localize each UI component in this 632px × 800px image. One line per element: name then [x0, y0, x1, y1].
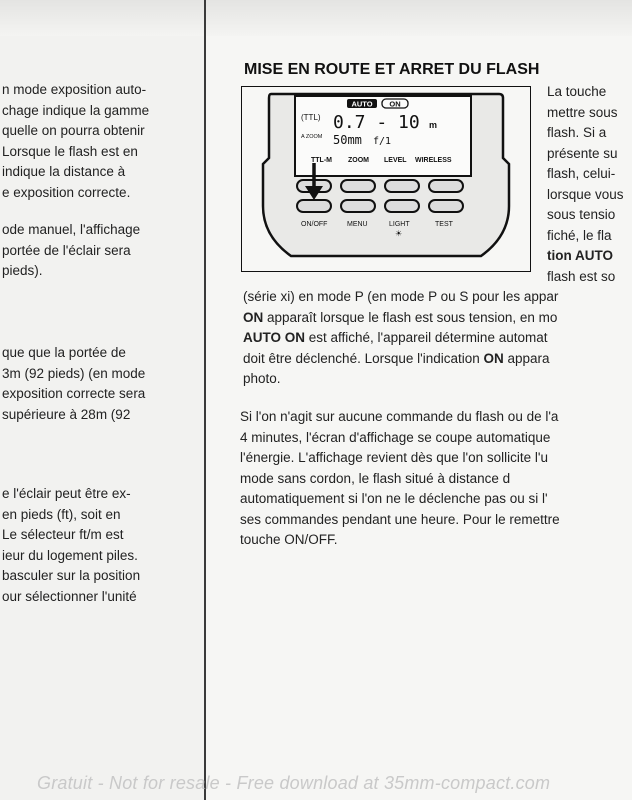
left-paragraph-2	[2, 220, 140, 282]
text-line: ode manuel, l'affichage	[2, 222, 141, 237]
text-line: Le sélecteur ft/m est	[2, 527, 124, 542]
label-ttl-m: TTL-M	[311, 157, 332, 164]
page-gutter	[204, 0, 206, 800]
text-line: ON apparaît lorsque le flash est sous tension, en mo	[243, 309, 558, 325]
button-light	[385, 200, 419, 212]
on-badge: ON	[389, 99, 401, 109]
text-line: indique la distance à	[2, 164, 126, 179]
side-text	[547, 82, 624, 287]
label-test: TEST	[435, 221, 453, 228]
left-paragraph-3	[2, 343, 145, 425]
text-line: sous tensio	[547, 207, 616, 222]
text-line: e l'éclair peut être ex-	[2, 486, 131, 501]
text-line: tion AUTO	[547, 248, 613, 263]
distance-unit: m	[429, 120, 438, 130]
watermark: Gratuit - Not for resale - Free download at 35mm-compact.com	[37, 773, 551, 793]
text-line: pieds).	[2, 263, 43, 278]
text-line: lorsque vous	[547, 186, 624, 202]
label-level: LEVEL	[384, 157, 407, 164]
text-line: mode sans cordon, le flash situé à distance d	[240, 470, 511, 486]
text-line: présente su	[547, 145, 618, 161]
text-line: ses commandes pendant une heure. Pour le remettre	[240, 511, 560, 527]
ttl-label: (TTL)	[301, 113, 321, 122]
text-line: flash, celui-	[547, 166, 616, 181]
text-line: flash. Si a	[547, 125, 607, 140]
text-line: ieur du logement piles.	[2, 547, 138, 563]
zoom-value: 50mm	[333, 133, 362, 147]
text-line: n mode exposition auto-	[2, 82, 147, 97]
page-top-shadow	[0, 0, 632, 36]
text-line: que que la portée de	[2, 345, 126, 360]
left-paragraph-1	[2, 80, 149, 203]
text-line: fiché, le fla	[547, 227, 612, 243]
text-line: AUTO ON est affiché, l'appareil détermine automat	[243, 330, 548, 345]
text-line: l'énergie. L'affichage revient dès que l'on sollicite l'u	[240, 450, 549, 465]
light-icon: ☀	[395, 229, 403, 238]
left-page	[0, 0, 205, 800]
text-line: doit être déclenché. Lorsque l'indication ON appara	[243, 350, 550, 366]
text-line: our sélectionner l'unité	[2, 588, 137, 604]
text-line: automatiquement si l'on ne le déclenche pas ou si l'	[240, 491, 548, 506]
distance-readout: 0.7 - 10	[333, 112, 420, 133]
button-on-off	[297, 200, 331, 212]
zoom-mode-label: A ZOOM	[301, 134, 323, 140]
aperture-value: f/1	[373, 136, 392, 147]
label-menu: MENU	[347, 221, 368, 228]
text-line: portée de l'éclair sera	[2, 242, 131, 258]
button-test	[429, 200, 463, 212]
text-line: basculer sur la position	[2, 568, 141, 583]
left-paragraph-4	[2, 484, 140, 607]
text-line: Si l'on n'agit sur aucune commande du flash ou de l'a	[240, 409, 559, 424]
page-title: MISE EN ROUTE ET ARRET DU FLASH	[244, 61, 540, 78]
text-line: Lorsque le flash est en	[2, 143, 138, 159]
label-light: LIGHT	[389, 221, 410, 228]
text-line: La touche	[547, 84, 607, 99]
text-line: 4 minutes, l'écran d'affichage se coupe automatique	[240, 429, 551, 445]
label-on-off: ON/OFF	[301, 221, 328, 228]
right-paragraph-main	[243, 287, 558, 390]
text-line: chage indique la gamme	[2, 102, 150, 118]
text-line: e exposition correcte.	[2, 184, 131, 200]
text-line: touche ON/OFF.	[240, 532, 338, 547]
text-line: flash est so	[547, 268, 616, 284]
text-line: (série xi) en mode P (en mode P ou S pour les appar	[243, 289, 559, 304]
text-line: photo.	[243, 371, 281, 386]
text-line: supérieure à 28m (92	[2, 406, 131, 422]
flash-panel-illustration	[241, 86, 531, 272]
text-line: 3m (92 pieds) (en mode	[2, 365, 146, 381]
button-wireless	[429, 180, 463, 192]
label-zoom: ZOOM	[348, 157, 369, 164]
label-wireless: WIRELESS	[415, 157, 452, 164]
text-line: quelle on pourra obtenir	[2, 123, 145, 138]
text-line: exposition correcte sera	[2, 386, 146, 401]
button-menu	[341, 200, 375, 212]
button-zoom	[341, 180, 375, 192]
text-line: en pieds (ft), soit en	[2, 506, 121, 522]
button-level	[385, 180, 419, 192]
right-paragraph-auto-off	[240, 407, 560, 551]
auto-badge: AUTO	[351, 99, 373, 109]
text-line: mettre sous	[547, 104, 618, 120]
